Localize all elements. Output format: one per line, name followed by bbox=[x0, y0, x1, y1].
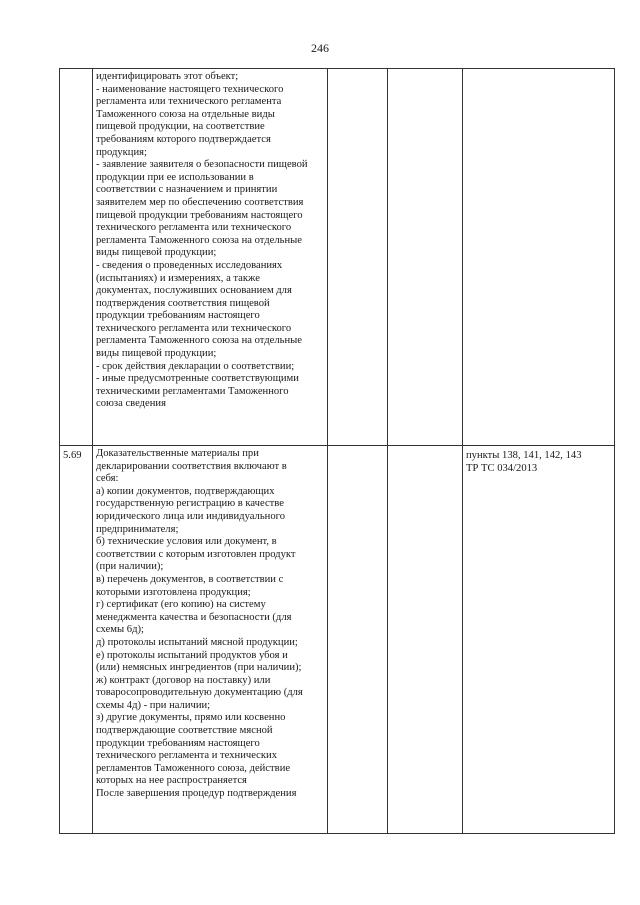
text-line: (при наличии); bbox=[96, 561, 164, 573]
text-line: документах, послуживших основанием для bbox=[96, 285, 292, 297]
page-number: 246 bbox=[311, 41, 329, 55]
text-line: - иные предусмотренные соответствующими bbox=[96, 373, 299, 385]
text-line: регламентов Таможенного союза, действие bbox=[96, 762, 291, 774]
text-line: продукции при ее использовании в bbox=[96, 171, 254, 183]
text-line: предпринимателя; bbox=[96, 523, 179, 535]
text-line: соответствии с которым изготовлен продукт bbox=[96, 548, 296, 560]
text-line: регламента Таможенного союза на отдельные bbox=[96, 234, 302, 246]
text-line: которых на нее распространяется bbox=[96, 775, 247, 787]
text-line: регламента Таможенного союза на отдельные bbox=[96, 335, 302, 347]
document-table bbox=[59, 68, 615, 834]
description-cell bbox=[93, 69, 328, 446]
description-cell bbox=[93, 446, 328, 834]
text-line: пищевой продукции требованиям настоящего bbox=[96, 209, 303, 221]
table-row bbox=[60, 446, 615, 834]
text-line: заявителем мер по обеспечению соответствия bbox=[96, 196, 304, 208]
text-line: продукция; bbox=[96, 146, 147, 158]
text-line: которыми изготовлена продукция; bbox=[96, 586, 251, 598]
text-line: После завершения процедур подтверждения bbox=[96, 788, 297, 800]
text-line: юридического лица или индивидуального bbox=[96, 510, 285, 522]
text-line: себя: bbox=[96, 473, 119, 485]
text-line: технического регламента или технического bbox=[96, 222, 292, 234]
text-line: - заявление заявителя о безопасности пищевой bbox=[96, 159, 308, 171]
row-number-cell bbox=[60, 69, 93, 446]
text-line: идентифицировать этот объект; bbox=[96, 71, 239, 82]
text-line: (или) немясных ингредиентов (при наличии); bbox=[96, 662, 302, 674]
empty-cell bbox=[328, 69, 388, 446]
text-line: подтверждения соответствия пищевой bbox=[96, 297, 270, 309]
text-line: схемы 4д) - при наличии; bbox=[96, 699, 211, 711]
text-line: - срок действия декларации о соответствии; bbox=[96, 360, 295, 372]
text-line: д) протоколы испытаний мясной продукции; bbox=[96, 636, 298, 648]
text-line: (испытаниях) и измерениях, а также bbox=[96, 272, 260, 284]
text-line: техническими регламентами Таможенного bbox=[96, 385, 289, 397]
empty-cell bbox=[388, 69, 463, 446]
text-line: соответствии с назначением и принятии bbox=[96, 184, 278, 196]
text-line: г) сертификат (его копию) на систему bbox=[96, 599, 266, 611]
reference-line: пункты 138, 141, 142, 143 bbox=[466, 450, 582, 461]
reference-cell bbox=[463, 446, 615, 834]
text-line: в) перечень документов, в соответствии с bbox=[96, 573, 284, 585]
text-line: Доказательственные материалы при bbox=[96, 448, 259, 459]
text-line: схемы 6д); bbox=[96, 624, 144, 636]
text-line: виды пищевой продукции; bbox=[96, 348, 217, 360]
text-line: з) другие документы, прямо или косвенно bbox=[96, 712, 286, 724]
text-line: - сведения о проведенных исследованиях bbox=[96, 259, 283, 271]
empty-cell bbox=[388, 446, 463, 834]
text-line: - наименование настоящего технического bbox=[96, 83, 284, 95]
empty-cell bbox=[328, 446, 388, 834]
reference-cell bbox=[463, 69, 615, 446]
text-line: а) копии документов, подтверждающих bbox=[96, 485, 275, 497]
row-number-cell: 5.69 bbox=[60, 446, 93, 834]
text-line: виды пищевой продукции; bbox=[96, 247, 217, 259]
text-line: продукции требованиям настоящего bbox=[96, 310, 260, 322]
text-line: союза сведения bbox=[96, 398, 166, 410]
text-line: декларировании соответствия включают в bbox=[96, 460, 287, 472]
text-line: государственную регистрацию в качестве bbox=[96, 498, 284, 510]
table-row bbox=[60, 69, 615, 446]
text-line: б) технические условия или документ, в bbox=[96, 536, 277, 548]
text-line: Таможенного союза на отдельные виды bbox=[96, 108, 275, 120]
text-line: товаросопроводительную документацию (для bbox=[96, 687, 303, 699]
reference-line: ТР ТС 034/2013 bbox=[466, 462, 538, 474]
text-line: менеджмента качества и безопасности (для bbox=[96, 611, 292, 623]
text-line: технического регламента или технического bbox=[96, 322, 292, 334]
text-line: требованиям которого подтверждается bbox=[96, 133, 271, 145]
text-line: регламента или технического регламента bbox=[96, 96, 282, 108]
text-line: пищевой продукции, на соответствие bbox=[96, 121, 265, 133]
text-line: ж) контракт (договор на поставку) или bbox=[96, 674, 271, 686]
text-line: продукции требованиям настоящего bbox=[96, 737, 260, 749]
text-line: технического регламента и технических bbox=[96, 750, 277, 762]
text-line: е) протоколы испытаний продуктов убоя и bbox=[96, 649, 288, 661]
text-line: подтверждающие соответствие мясной bbox=[96, 725, 273, 737]
